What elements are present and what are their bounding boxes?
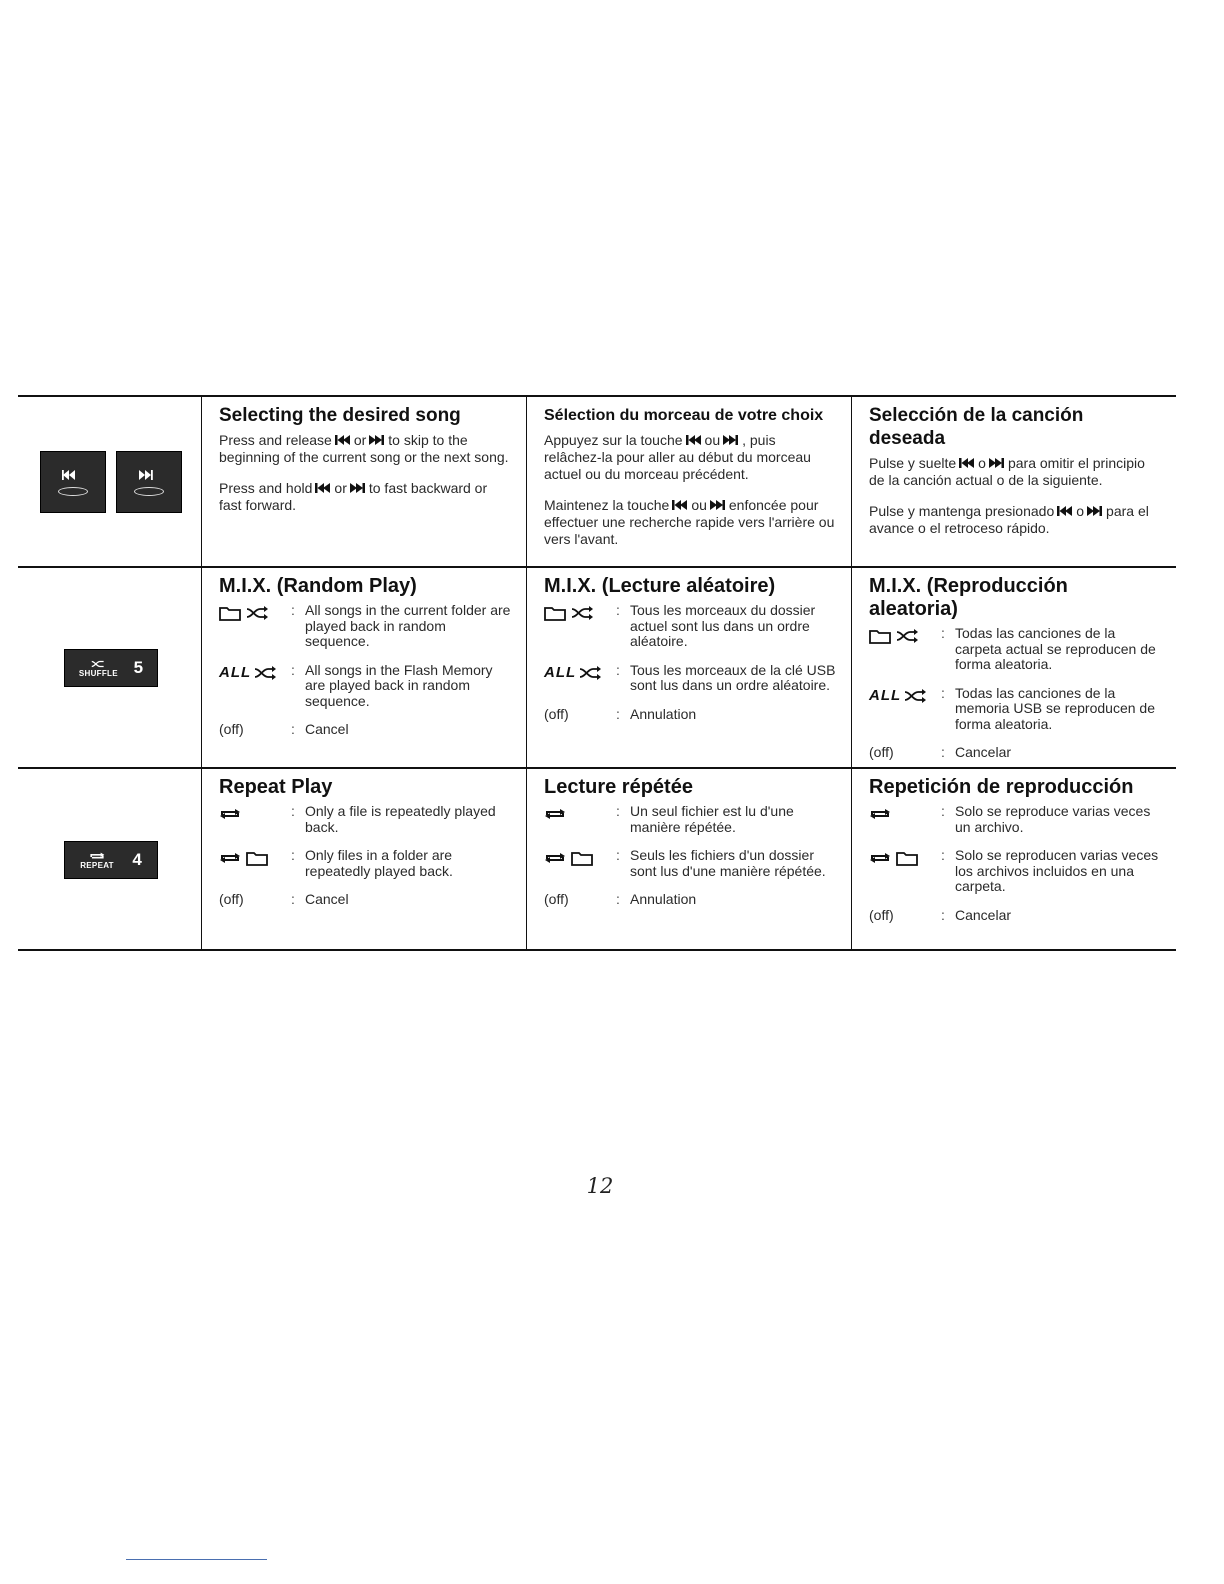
- shuffle-icon: [896, 628, 920, 644]
- mix-en: [201, 568, 526, 767]
- select-fr: [526, 397, 851, 566]
- all-indicator: ALL: [219, 663, 252, 681]
- section-title: Lecture répétée: [544, 776, 693, 798]
- section-title: M.I.X. (Random Play): [219, 575, 417, 597]
- repeat-icon: [219, 850, 243, 865]
- mode-folder-random: : All songs in the current folder are played back in random sequence.: [219, 603, 512, 650]
- mode-repeat-folder: : Solo se reproducen varias veces los archivos incluidos en una carpeta.: [869, 848, 1162, 895]
- prev-track-button[interactable]: [40, 451, 106, 513]
- prev-icon: [672, 499, 688, 511]
- repeat-en: [201, 769, 526, 949]
- next-icon: [989, 457, 1005, 469]
- repeat-icon: [869, 850, 893, 865]
- mode-repeat-folder: : Seuls les fichiers d'un dossier sont lus d'une manière répétée.: [544, 848, 837, 879]
- function-table: [18, 395, 1176, 951]
- oval-indicator-icon: [134, 487, 164, 496]
- repeat-fr: [526, 769, 851, 949]
- skip-forward-icon: [138, 469, 160, 481]
- mode-all-random: ALL : Tous les morceaux de la clé USB sont lus dans un ordre aléatoire.: [544, 661, 836, 693]
- paragraph: Pulse y suelte o para omitir el principio de la canción actual o de la siguiente.: [869, 455, 1145, 488]
- repeat-button[interactable]: [64, 841, 158, 879]
- folder-icon: [896, 850, 920, 867]
- next-track-button[interactable]: [116, 451, 182, 513]
- mode-folder-random: : Tous les morceaux du dossier actuel sont lus dans un ordre aléatoire.: [544, 603, 837, 650]
- button-number: 4: [132, 849, 142, 869]
- section-title: M.I.X. (Lecture aléatoire): [544, 575, 776, 597]
- paragraph: Press and release or to skip to the beginning of the current song or the next song.: [219, 432, 509, 465]
- folder-icon: [571, 850, 595, 867]
- mode-all-random: ALL : Todas las canciones de la memoria USB se reproducen de forma aleatoria.: [869, 684, 1155, 732]
- repeat-icon: [544, 806, 568, 821]
- select-es: [851, 397, 1176, 566]
- mode-off: (off) : Annulation: [544, 705, 697, 722]
- prev-icon: [1057, 505, 1073, 517]
- shuffle-icon: [254, 665, 278, 681]
- paragraph: Maintenez la touche ou enfoncée pour effectuer une recherche rapide vers l'arrière ou vers l'avant.: [544, 497, 835, 547]
- mode-all-random: ALL : All songs in the Flash Memory are played back in random sequence.: [219, 661, 493, 709]
- mode-off: (off) : Cancel: [219, 721, 349, 737]
- all-indicator: ALL: [869, 686, 902, 704]
- repeat-icon: [544, 850, 568, 865]
- shuffle-icon: [571, 605, 595, 621]
- mode-repeat-file: : Un seul fichier est lu d'une manière répétée.: [544, 804, 837, 835]
- next-icon: [369, 434, 385, 446]
- next-icon: [1087, 505, 1103, 517]
- row-select-song: [18, 397, 1176, 568]
- footer-rule: [126, 1559, 267, 1560]
- section-title: M.I.X. (Reproducción aleatoria): [869, 575, 1068, 620]
- button-number: 5: [133, 658, 144, 677]
- mode-off: (off) : Annulation: [544, 891, 697, 907]
- section-title: Repeat Play: [219, 776, 333, 798]
- next-icon: [710, 499, 726, 511]
- paragraph: Pulse y mantenga presionado o para el avance o el retroceso rápido.: [869, 503, 1149, 536]
- skip-back-icon: [62, 469, 84, 481]
- folder-icon: [219, 605, 243, 622]
- prev-icon: [959, 457, 975, 469]
- track-buttons-cell: [18, 397, 201, 566]
- oval-indicator-icon: [58, 487, 88, 496]
- mode-repeat-file: : Only a file is repeatedly played back.: [219, 804, 512, 835]
- paragraph: Appuyez sur la touche ou , puis relâchez-la pour aller au début du morceau actuel ou du morceau précédent.: [544, 432, 811, 482]
- prev-icon: [335, 434, 351, 446]
- folder-icon: [544, 605, 568, 622]
- mix-es: [851, 568, 1176, 767]
- paragraph: Press and hold or to fast backward or fast forward.: [219, 480, 488, 513]
- folder-icon: [869, 628, 893, 645]
- mode-off: (off) : Cancelar: [869, 906, 1012, 923]
- section-title: Repetición de reproducción: [869, 776, 1134, 798]
- section-title: Sélection du morceau de votre choix: [544, 407, 824, 424]
- prev-icon: [686, 434, 702, 446]
- mode-repeat-folder: : Only files in a folder are repeatedly played back.: [219, 848, 512, 879]
- row-repeat: [18, 769, 1176, 951]
- mode-off: (off) : Cancelar: [869, 744, 1012, 760]
- shuffle-button[interactable]: [64, 649, 158, 687]
- select-en: [201, 397, 526, 566]
- all-indicator: ALL: [544, 663, 577, 681]
- mode-folder-random: : Todas las canciones de la carpeta actual se reproducen de forma aleatoria.: [869, 626, 1162, 673]
- next-icon: [723, 434, 739, 446]
- repeat-es: [851, 769, 1176, 949]
- shuffle-icon: [904, 688, 928, 704]
- mode-repeat-file: : Solo se reproduce varias veces un archivo.: [869, 804, 1162, 835]
- shuffle-icon: [246, 605, 270, 621]
- shuffle-button-cell: [18, 568, 201, 767]
- folder-icon: [246, 850, 270, 867]
- repeat-icon: [89, 850, 105, 861]
- shuffle-button-label: SHUFFLE: [79, 659, 118, 678]
- section-title: Selecting the desired song: [219, 405, 461, 426]
- repeat-icon: [869, 806, 893, 821]
- shuffle-icon: [579, 665, 603, 681]
- repeat-icon: [219, 806, 243, 821]
- section-title: Selección de la canción deseada: [869, 405, 1084, 449]
- mix-fr: [526, 568, 851, 767]
- next-icon: [350, 482, 366, 494]
- mode-off: (off) : Cancel: [219, 891, 349, 907]
- prev-icon: [315, 482, 331, 494]
- repeat-button-label: REPEAT: [80, 850, 114, 870]
- shuffle-icon: [89, 659, 107, 669]
- row-mix: [18, 568, 1176, 769]
- page-number: 12: [586, 1174, 614, 1198]
- repeat-button-cell: [18, 769, 201, 949]
